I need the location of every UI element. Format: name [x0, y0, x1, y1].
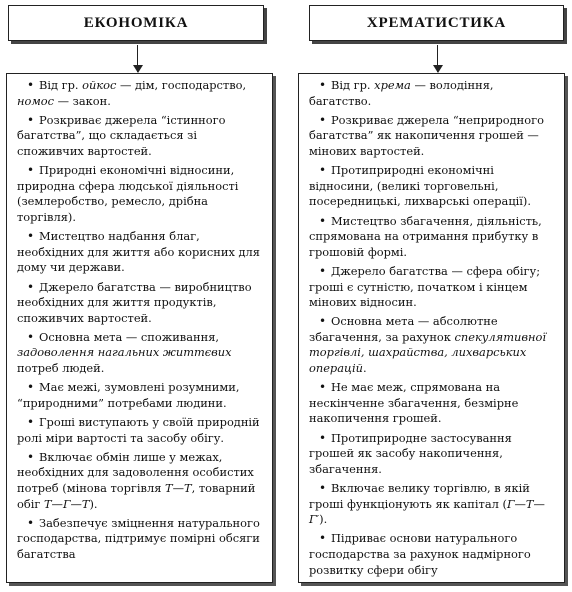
chrematistics-item [309, 314, 558, 376]
chrematistics-item-text: ). [319, 512, 328, 527]
economics-item-text: ойкос [82, 78, 117, 92]
bullet-icon: • [27, 415, 35, 430]
economics-item-text: Джерело багатства — виробництво необхідних для життя продуктів, споживчих вартостей. [17, 279, 252, 325]
economics-item [17, 163, 266, 225]
economics-item-text: Включає обмін лише у межах, необхідних для задоволення особистих потреб (мінова торгівля [17, 449, 254, 495]
economics-item [17, 113, 266, 160]
bullet-icon: • [27, 279, 35, 294]
chrematistics-item-text: Від гр. [331, 78, 375, 92]
chrematistics-item-text: Протиприродне застосування грошей як засобу накопичення, збагачення. [309, 430, 512, 476]
economics-item-text: Т—Г—Т [43, 496, 90, 511]
bullet-icon: • [319, 380, 327, 395]
economics-item-text: Т—Т [165, 481, 192, 495]
economics-item-text: Має межі, зумовлені розумними, “природними” потребами людини. [17, 380, 240, 410]
economics-item [17, 78, 266, 109]
economics-item [17, 450, 266, 512]
down-arrow-icon [137, 45, 138, 72]
economics-item [17, 229, 266, 276]
chrematistics-item-text: . [362, 361, 367, 376]
chrematistics-title: ХРЕМАТИСТИКА [366, 14, 507, 31]
economics-item-text: Забезпечує зміцнення натурального господарства, підтримує помірні обсяги багатства [17, 515, 260, 561]
chrematistics-column [298, 73, 565, 583]
economics-item-text: Основна мета — споживання, [39, 329, 220, 344]
chrematistics-item-text: Включає велику торгівлю, в якій гроші функціонують як капітал ( [309, 481, 530, 511]
bullet-icon: • [27, 449, 35, 464]
economics-title: ЕКОНОМІКА [83, 14, 189, 31]
chrematistics-item [309, 163, 558, 210]
economics-item-text: Мистецтво надбання благ, необхідних для життя або корисних для дому чи держави. [17, 229, 260, 275]
economics-item-text: , товарний обіг [17, 481, 256, 511]
bullet-icon: • [27, 112, 35, 127]
bullet-icon: • [319, 481, 327, 495]
chrematistics-item-text: Основна мета — абсолютне збагачення, за рахунок [309, 314, 498, 344]
bullet-icon: • [319, 112, 327, 127]
economics-item [17, 516, 266, 563]
economics-item-text: Природні економічні відносини, природна сфера людської діяльності (землеробство, ремесло, дрібна торгівля). [17, 163, 239, 224]
chrematistics-item [309, 531, 558, 578]
chrematistics-item [309, 113, 558, 160]
bullet-icon: • [27, 78, 35, 92]
chrematistics-item-text: спекулятивної торгівлі, шахрайства, лихварських операцій [309, 329, 546, 376]
economics-item-text: Гроші виступають у своїй природній ролі міри вартості та засобу обігу. [17, 415, 260, 445]
chrematistics-item [309, 214, 558, 261]
chrematistics-item-text: Г—Т—Г′ [309, 496, 545, 527]
down-arrow-icon [437, 45, 438, 72]
economics-header [8, 5, 264, 41]
bullet-icon: • [319, 78, 327, 92]
bullet-icon: • [27, 329, 35, 344]
bullet-icon: • [27, 380, 35, 395]
economics-item-text: Розкриває джерела “істинного багатства”, що складається зі споживчих вартостей. [17, 112, 226, 158]
chrematistics-item [309, 481, 558, 528]
economics-item [17, 280, 266, 327]
economics-item-text: потреб людей. [17, 361, 105, 376]
economics-item [17, 330, 266, 377]
chrematistics-item-text: хрема [374, 78, 411, 92]
chrematistics-header [309, 5, 564, 41]
bullet-icon: • [319, 163, 327, 178]
economics-item-text: номос [17, 93, 55, 108]
economics-item-text: ). [89, 496, 98, 511]
bullet-icon: • [319, 213, 327, 228]
bullet-icon: • [27, 229, 35, 244]
chrematistics-item-text: Підриває основи натурального господарства за рахунок надмірного розвитку сфери обігу [309, 531, 531, 577]
bullet-icon: • [27, 515, 35, 530]
bullet-icon: • [319, 531, 327, 546]
bullet-icon: • [319, 430, 327, 445]
bullet-icon: • [319, 314, 327, 329]
economics-item-text: задоволення нагальних життєвих [17, 345, 232, 360]
economics-item [17, 380, 266, 411]
economics-column [6, 73, 273, 583]
economics-item [17, 415, 266, 446]
chrematistics-item-text: Мистецтво збагачення, діяльність, спрямована на отримання прибутку в грошовій формі. [309, 213, 542, 259]
economics-item-text: — дім, господарство, [116, 78, 247, 92]
chrematistics-item [309, 78, 558, 109]
economics-item-text: Від гр. [39, 78, 83, 92]
chrematistics-item-text: Розкриває джерела “неприродного багатства” як накопичення грошей — мінових вартостей. [309, 112, 544, 158]
chrematistics-item-text: — володіння, багатство. [309, 78, 494, 108]
economics-item-text: — закон. [54, 93, 111, 108]
chrematistics-item-text: Протиприродні економічні відносини, (великі торговельні, посередницькі, лихварські операції). [309, 163, 531, 209]
chrematistics-item-text: Джерело багатства — сфера обігу; гроші є сутністю, початком і кінцем мінових відносин. [309, 263, 541, 310]
chrematistics-item-text: Не має меж, спрямована на нескінченне збагачення, безмірне накопичення грошей. [309, 380, 519, 426]
chrematistics-item [309, 264, 558, 311]
bullet-icon: • [27, 163, 35, 178]
chrematistics-item [309, 380, 558, 427]
bullet-icon: • [319, 263, 327, 278]
chrematistics-item [309, 431, 558, 478]
